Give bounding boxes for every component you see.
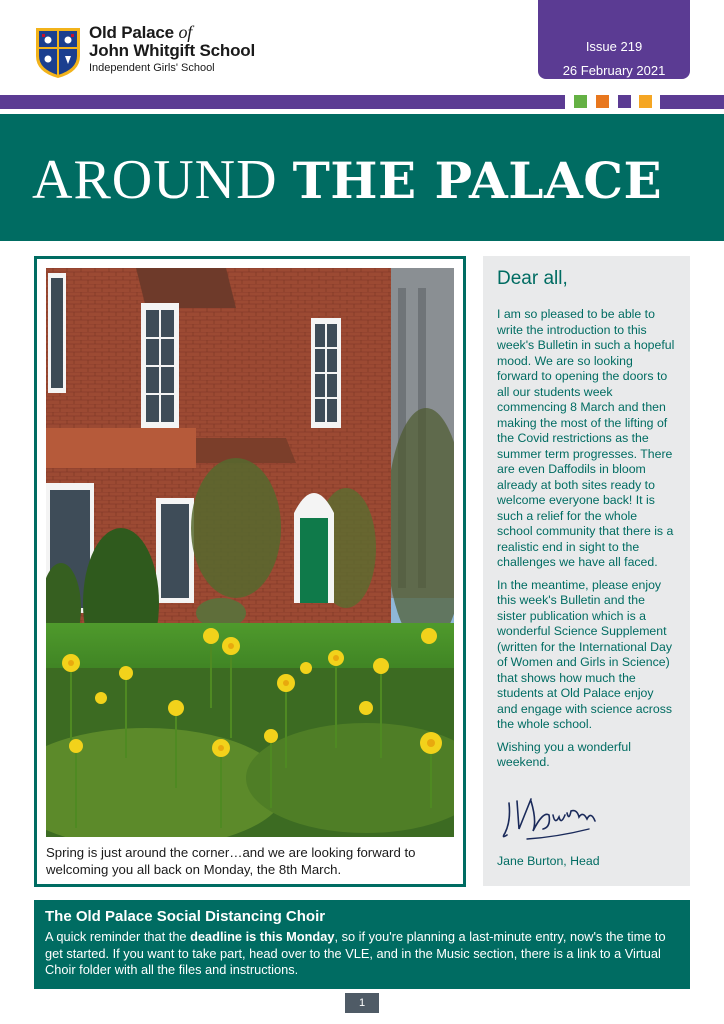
issue-number: Issue 219: [585, 39, 643, 54]
intro-signoff: Jane Burton, Head: [497, 854, 600, 868]
head-signature-icon: [497, 781, 607, 851]
school-name-line1: Old Palace: [89, 23, 179, 42]
gold-square: [639, 95, 652, 108]
choir-text-b: , so if you're planning a last-minute entry, now's the time to get started. If you want to take part, head over to the VLE, and in the Music section, there is a link to a Virtual Choir folder with all the files and instructions.: [45, 929, 666, 977]
choir-notice: [34, 900, 690, 989]
issue-date: 26 February 2021: [562, 63, 666, 78]
school-name-line2: John Whitgift School: [89, 40, 255, 60]
orange-square: [596, 95, 609, 108]
choir-title: The Old Palace Social Distancing Choir: [45, 908, 326, 925]
page-number: 1: [345, 993, 379, 1013]
house-daffodils-photo: [46, 268, 454, 837]
school-name: [89, 23, 255, 74]
intro-greeting: Dear all,: [497, 268, 568, 289]
head-introduction: [483, 256, 690, 886]
photo-panel: [34, 256, 466, 887]
title-banner: [0, 114, 724, 241]
title-light: AROUND: [32, 149, 293, 211]
school-name-of: of: [178, 22, 193, 42]
intro-paragraph-1: I am so pleased to be able to write the introduction to this week's Bulletin in such a hopeful mood. We are so looking forward to opening the doors to all our students week commencing 8 March and then making the most of the lifting of the Covid restrictions as the summer term progresses. There are even Daffodils in bloom already at both sites ready to welcome everyone back! It is such a relief for the whole school community that there is a realistic end in sight to the challenges we have all faced.: [497, 307, 675, 569]
title-bold: THE PALACE: [292, 151, 663, 210]
photo-caption: Spring is just around the corner…and we are looking forward to welcoming you all back on Monday, the 8th March.: [46, 845, 416, 877]
choir-text-a: A quick reminder that the: [45, 929, 191, 944]
school-subtitle: Independent Girls' School: [89, 61, 215, 74]
issue-badge: [538, 0, 690, 79]
intro-paragraph-2: In the meantime, please enjoy this week's Bulletin and the sister publication which is a wonderful Science Supplement (written for the International Day of Women and Girls in Science) that shows how much the students at Old Palace enjoy and engage with science across the whole school.: [497, 577, 672, 731]
green-square: [574, 95, 587, 108]
purple-square: [618, 95, 631, 108]
choir-text: [45, 929, 679, 979]
school-crest-icon: [34, 26, 82, 80]
choir-deadline: deadline is this Monday: [190, 929, 335, 944]
intro-paragraph-3: Wishing you a wonderful weekend.: [497, 739, 631, 769]
page-title: [32, 146, 662, 212]
